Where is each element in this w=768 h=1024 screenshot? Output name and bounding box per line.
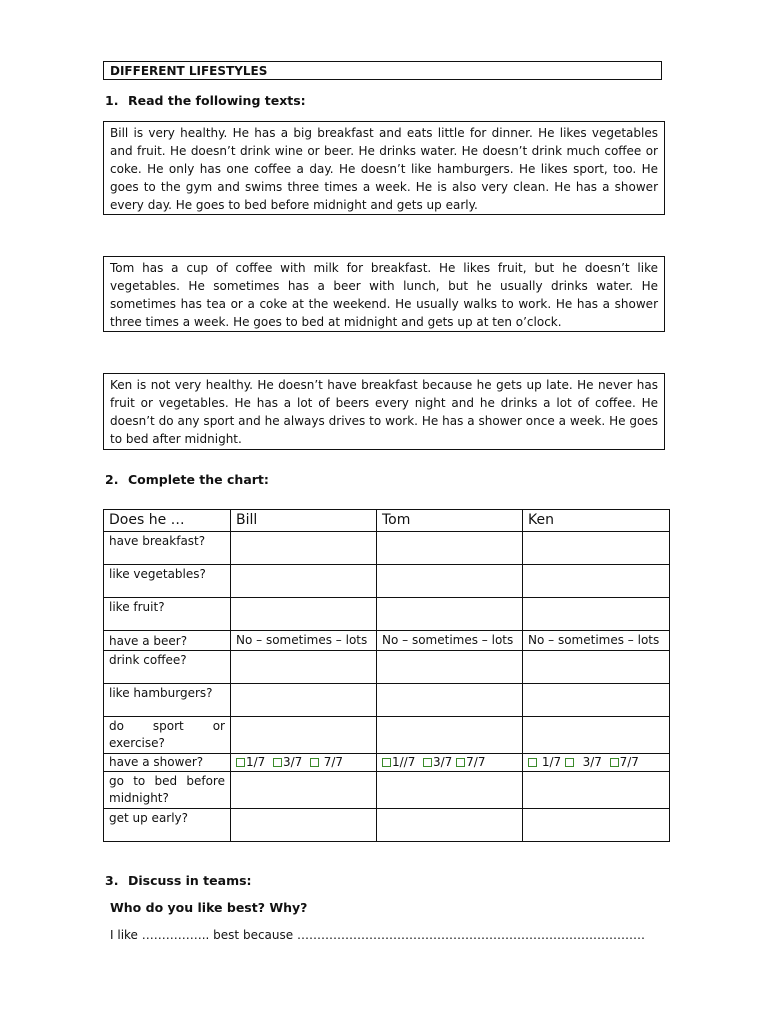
cell-ken-coffee[interactable]: [523, 651, 670, 684]
table-row: [104, 772, 670, 809]
section-1-heading: [105, 93, 306, 109]
header-bill: Bill: [231, 510, 377, 532]
table-row: [104, 651, 670, 684]
sport-label-line-1: [109, 718, 225, 735]
header-does-he: Does he …: [104, 510, 231, 532]
section-3-label: Discuss in teams:: [128, 873, 252, 888]
row-label-hamburgers: like hamburgers?: [104, 684, 231, 717]
ken-text-box: Ken is not very healthy. He doesn’t have breakfast because he gets up late. He never has fruit or vegetables. He has a lot of beers every night and he drinks a lot of coffee. He doesn’t do any sport and he always drives to work. He has a shower once a week. He goes to bed after midnight.: [103, 373, 665, 450]
checkbox-icon[interactable]: [273, 758, 282, 767]
cell-tom-fruit[interactable]: [377, 598, 523, 631]
section-1-label: Read the following texts:: [128, 93, 306, 108]
row-label-vegetables: like vegetables?: [104, 565, 231, 598]
cell-tom-shower: [377, 754, 523, 772]
cell-tom-vegetables[interactable]: [377, 565, 523, 598]
lifestyle-chart: [103, 509, 670, 842]
header-ken: Ken: [523, 510, 670, 532]
bill-shower-option-7: 7/7: [323, 755, 344, 769]
bill-shower-option-3: 3/7: [282, 755, 303, 769]
bed-word-go: go: [109, 774, 124, 788]
checkbox-icon[interactable]: [565, 758, 574, 767]
checkbox-icon[interactable]: [423, 758, 432, 767]
table-row: [104, 809, 670, 842]
cell-bill-hamburgers[interactable]: [231, 684, 377, 717]
row-label-bed: [104, 772, 231, 809]
cell-tom-breakfast[interactable]: [377, 532, 523, 565]
cell-ken-fruit[interactable]: [523, 598, 670, 631]
bed-word-before: before: [186, 774, 225, 788]
checkbox-icon[interactable]: [456, 758, 465, 767]
row-label-shower: have a shower?: [104, 754, 231, 772]
cell-bill-bed[interactable]: [231, 772, 377, 809]
cell-ken-vegetables[interactable]: [523, 565, 670, 598]
table-row: [104, 598, 670, 631]
cell-tom-getup[interactable]: [377, 809, 523, 842]
checkbox-icon[interactable]: [236, 758, 245, 767]
section-3-heading: [105, 873, 252, 889]
cell-tom-coffee[interactable]: [377, 651, 523, 684]
table-row: [104, 684, 670, 717]
row-label-breakfast: have breakfast?: [104, 532, 231, 565]
chart-header-row: [104, 510, 670, 532]
checkbox-icon[interactable]: [610, 758, 619, 767]
cell-bill-coffee[interactable]: [231, 651, 377, 684]
section-3-number: 3.: [105, 873, 119, 888]
row-label-sport: [104, 717, 231, 754]
row-label-fruit: like fruit?: [104, 598, 231, 631]
cell-tom-bed[interactable]: [377, 772, 523, 809]
cell-ken-hamburgers[interactable]: [523, 684, 670, 717]
cell-bill-beer[interactable]: No – sometimes – lots: [231, 631, 377, 651]
tom-shower-option-7: 7/7: [466, 755, 486, 769]
ken-shower-option-7: 7/7: [619, 755, 639, 769]
checkbox-icon[interactable]: [310, 758, 319, 767]
cell-bill-sport[interactable]: [231, 717, 377, 754]
cell-ken-getup[interactable]: [523, 809, 670, 842]
cell-ken-sport[interactable]: [523, 717, 670, 754]
row-label-getup: get up early?: [104, 809, 231, 842]
row-label-coffee: drink coffee?: [104, 651, 231, 684]
section-1-number: 1.: [105, 93, 119, 108]
checkbox-icon[interactable]: [382, 758, 391, 767]
tom-shower-option-1: 1//7: [392, 755, 416, 769]
section-2-number: 2.: [105, 472, 119, 487]
cell-bill-fruit[interactable]: [231, 598, 377, 631]
sport-word-sport: sport: [152, 719, 184, 733]
cell-ken-breakfast[interactable]: [523, 532, 670, 565]
cell-bill-getup[interactable]: [231, 809, 377, 842]
sport-label-line-2: exercise?: [109, 736, 165, 750]
bed-label-line-1: [109, 773, 225, 790]
checkbox-icon[interactable]: [528, 758, 537, 767]
bed-word-to: to: [133, 774, 146, 788]
cell-ken-beer[interactable]: No – sometimes – lots: [523, 631, 670, 651]
ken-shower-option-3: 3/7: [582, 755, 602, 769]
bed-label-line-2: midnight?: [109, 791, 169, 805]
sport-word-or: or: [212, 719, 225, 733]
tom-text-box: Tom has a cup of coffee with milk for breakfast. He likes fruit, but he doesn’t like vegetables. He sometimes has a beer with lunch, but he usually drinks water. He sometimes has tea or a coke at the weekend. He usually walks to work. He has a shower three times a week. He goes to bed at midnight and gets up at ten o’clock.: [103, 256, 665, 332]
cell-tom-hamburgers[interactable]: [377, 684, 523, 717]
bed-word-bed: bed: [154, 774, 178, 788]
cell-bill-shower: [231, 754, 377, 772]
sport-word-do: do: [109, 719, 124, 733]
answer-line[interactable]: I like …………….. best because ……………………………………………………………………………: [110, 928, 645, 942]
table-row: [104, 717, 670, 754]
section-2-label: Complete the chart:: [128, 472, 269, 487]
discussion-question: Who do you like best? Why?: [110, 900, 308, 915]
cell-bill-breakfast[interactable]: [231, 532, 377, 565]
cell-ken-bed[interactable]: [523, 772, 670, 809]
table-row: [104, 565, 670, 598]
header-tom: Tom: [377, 510, 523, 532]
bill-text-box: Bill is very healthy. He has a big breakfast and eats little for dinner. He likes vegetables and fruit. He doesn’t drink wine or beer. He drinks water. He doesn’t drink much coffee or coke. He only has one coffee a day. He doesn’t like hamburgers. He likes sport, too. He goes to the gym and swims three times a week. He is also very clean. He has a shower every day. He goes to bed before midnight and gets up early.: [103, 121, 665, 215]
cell-ken-shower: [523, 754, 670, 772]
ken-shower-option-1: 1/7: [541, 755, 562, 769]
table-row: [104, 754, 670, 772]
bill-shower-option-1: 1/7: [246, 755, 266, 769]
section-2-heading: [105, 472, 269, 488]
cell-bill-vegetables[interactable]: [231, 565, 377, 598]
tom-shower-option-3: 3/7: [433, 755, 453, 769]
cell-tom-beer[interactable]: No – sometimes – lots: [377, 631, 523, 651]
cell-tom-sport[interactable]: [377, 717, 523, 754]
worksheet-title: DIFFERENT LIFESTYLES: [103, 61, 662, 80]
row-label-beer: have a beer?: [104, 631, 231, 651]
table-row: [104, 631, 670, 651]
table-row: [104, 532, 670, 565]
